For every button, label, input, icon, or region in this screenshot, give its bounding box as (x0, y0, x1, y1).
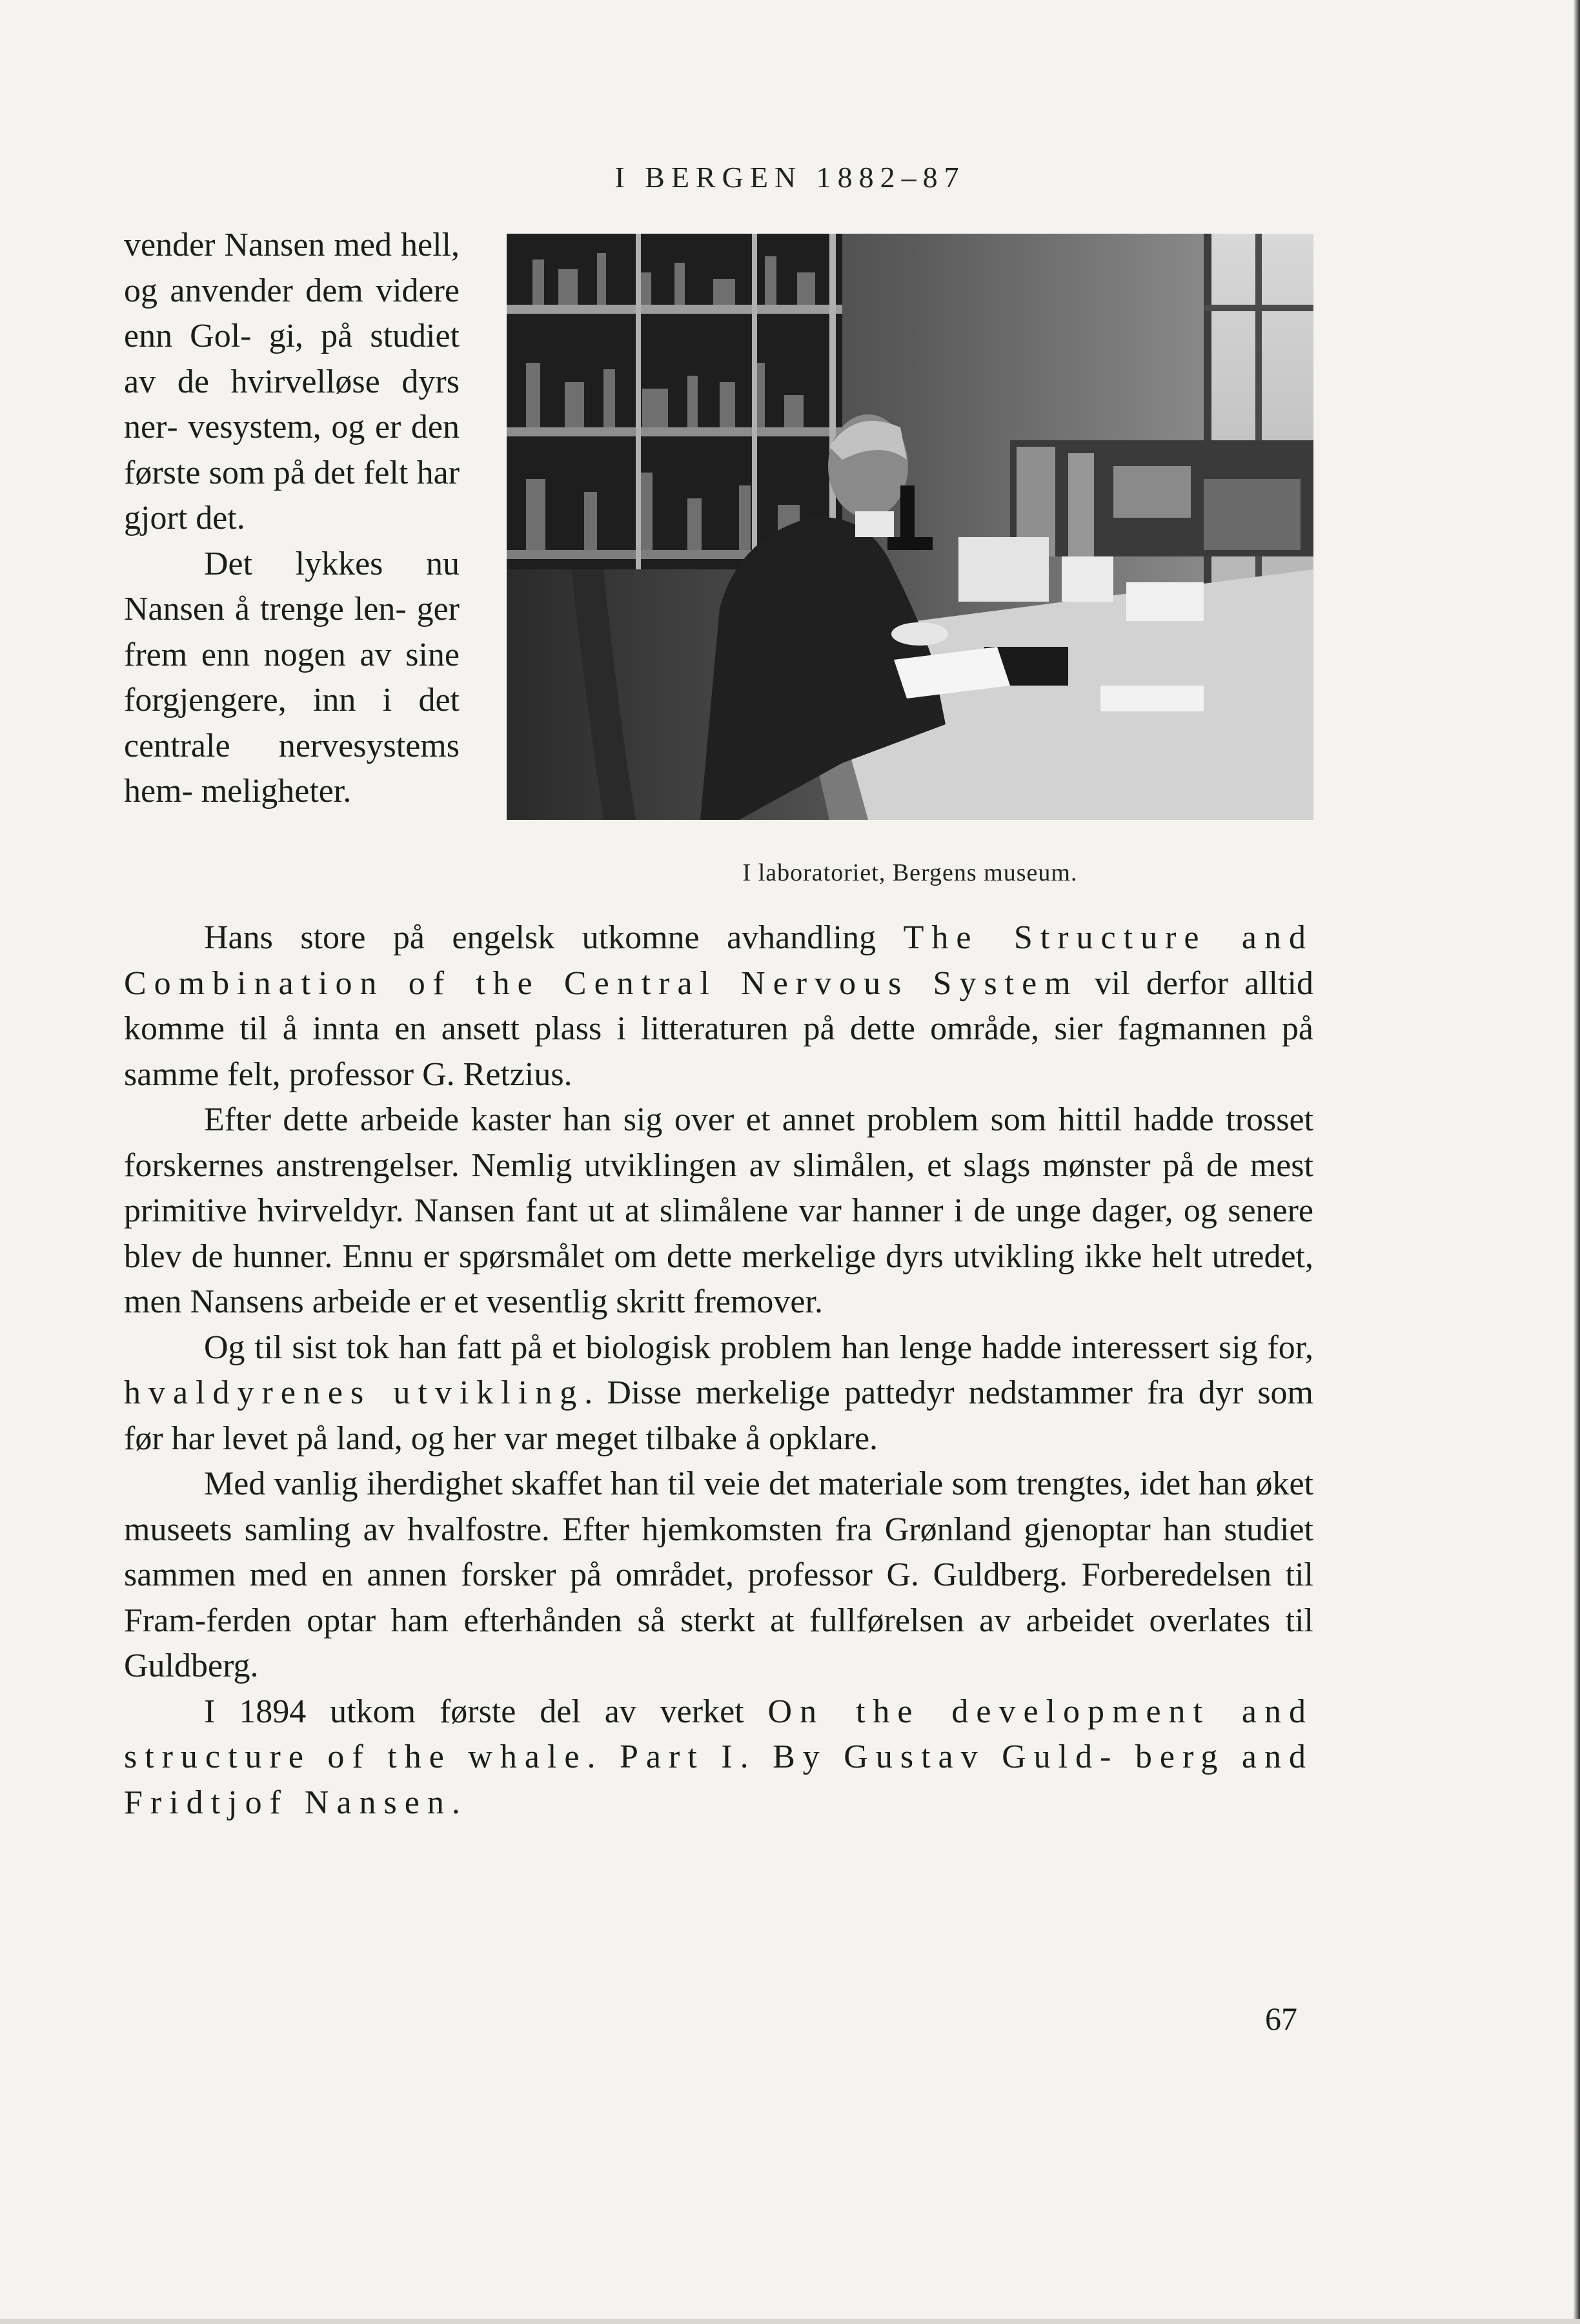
paragraph: Det lykkes nu Nansen å trenge len‐ ger frem enn nogen av sine forgjengere, inn i det centrale nervesystems hem‐ meligheter. (124, 545, 460, 810)
body-text (124, 915, 1313, 1826)
paragraph (124, 1689, 1313, 1826)
figure-caption: I laboratoriet, Bergens museum. (742, 859, 1078, 886)
paragraph: vender Nansen med hell, og anvender dem videre enn Gol‐ gi, på studiet av de hvirvelløse dyrs ner‐ vesystem, og er den første som på det felt har gjort det. (124, 227, 460, 536)
paragraph: Med vanlig iherdighet skaffet han til veie det materiale som trengtes, idet han øket museets samling av hvalfostre. Efter hjemkomsten fra Grønland gjenoptar han studiet sammen med en annen forsker på området, professor G. Guldberg. Forberedelsen til Fram‐ferden optar ham efterhånden så sterkt at fullførelsen av arbeidet overlates til Guldberg. (124, 1465, 1313, 1684)
text-column (124, 223, 460, 815)
paragraph (124, 915, 1313, 1097)
paragraph-text: . Disse merkelige pattedyr nedstammer fra dyr som før har levet på land, og her var meget tilbake å opklare. (124, 1374, 1314, 1457)
paragraph (124, 1325, 1313, 1462)
paragraph-text: Og til sist tok han fatt på et biologisk problem han lenge hadde interessert sig for, (204, 1329, 1313, 1366)
paragraph: Efter dette arbeide kaster han sig over et annet problem som hittil hadde trosset forskernes anstrengelser. Nemlig utviklingen av slimålen, et slags mønster på de mest primitive hvirveldyr. Nansen fant ut at slimålene var hanner i de unge dager, og senere blev de hunner. Ennu er spørsmålet om dette merkelige dyrs utvikling ikke helt utredet, men Nansens arbeide er et vesentlig skritt fremover. (124, 1101, 1313, 1320)
running-head: I BERGEN 1882–87 (614, 161, 966, 194)
laboratory-photo (507, 234, 1313, 820)
page-edge (1574, 0, 1580, 2324)
work-title: The Structure and Combination of the Central Nervous System (124, 919, 1313, 1002)
page-edge (0, 2319, 1580, 2324)
topic-emphasis: hvaldyrenes utvikling (124, 1374, 585, 1411)
paragraph-text: vil derfor alltid komme til å innta en ansett plass i litteraturen på dette område, sier fagmannen på samme felt, professor G. Retzius. (124, 964, 1313, 1093)
work-title: On the development and structure of the whale. Part I. By Gustav Guld‐ berg and Fridtjof Nansen. (124, 1693, 1313, 1821)
paragraph-text: I 1894 utkom første del av verket (204, 1693, 768, 1730)
paragraph-text: Hans store på engelsk utkomne avhandling (204, 919, 904, 956)
page-number: 67 (1265, 2001, 1297, 2037)
